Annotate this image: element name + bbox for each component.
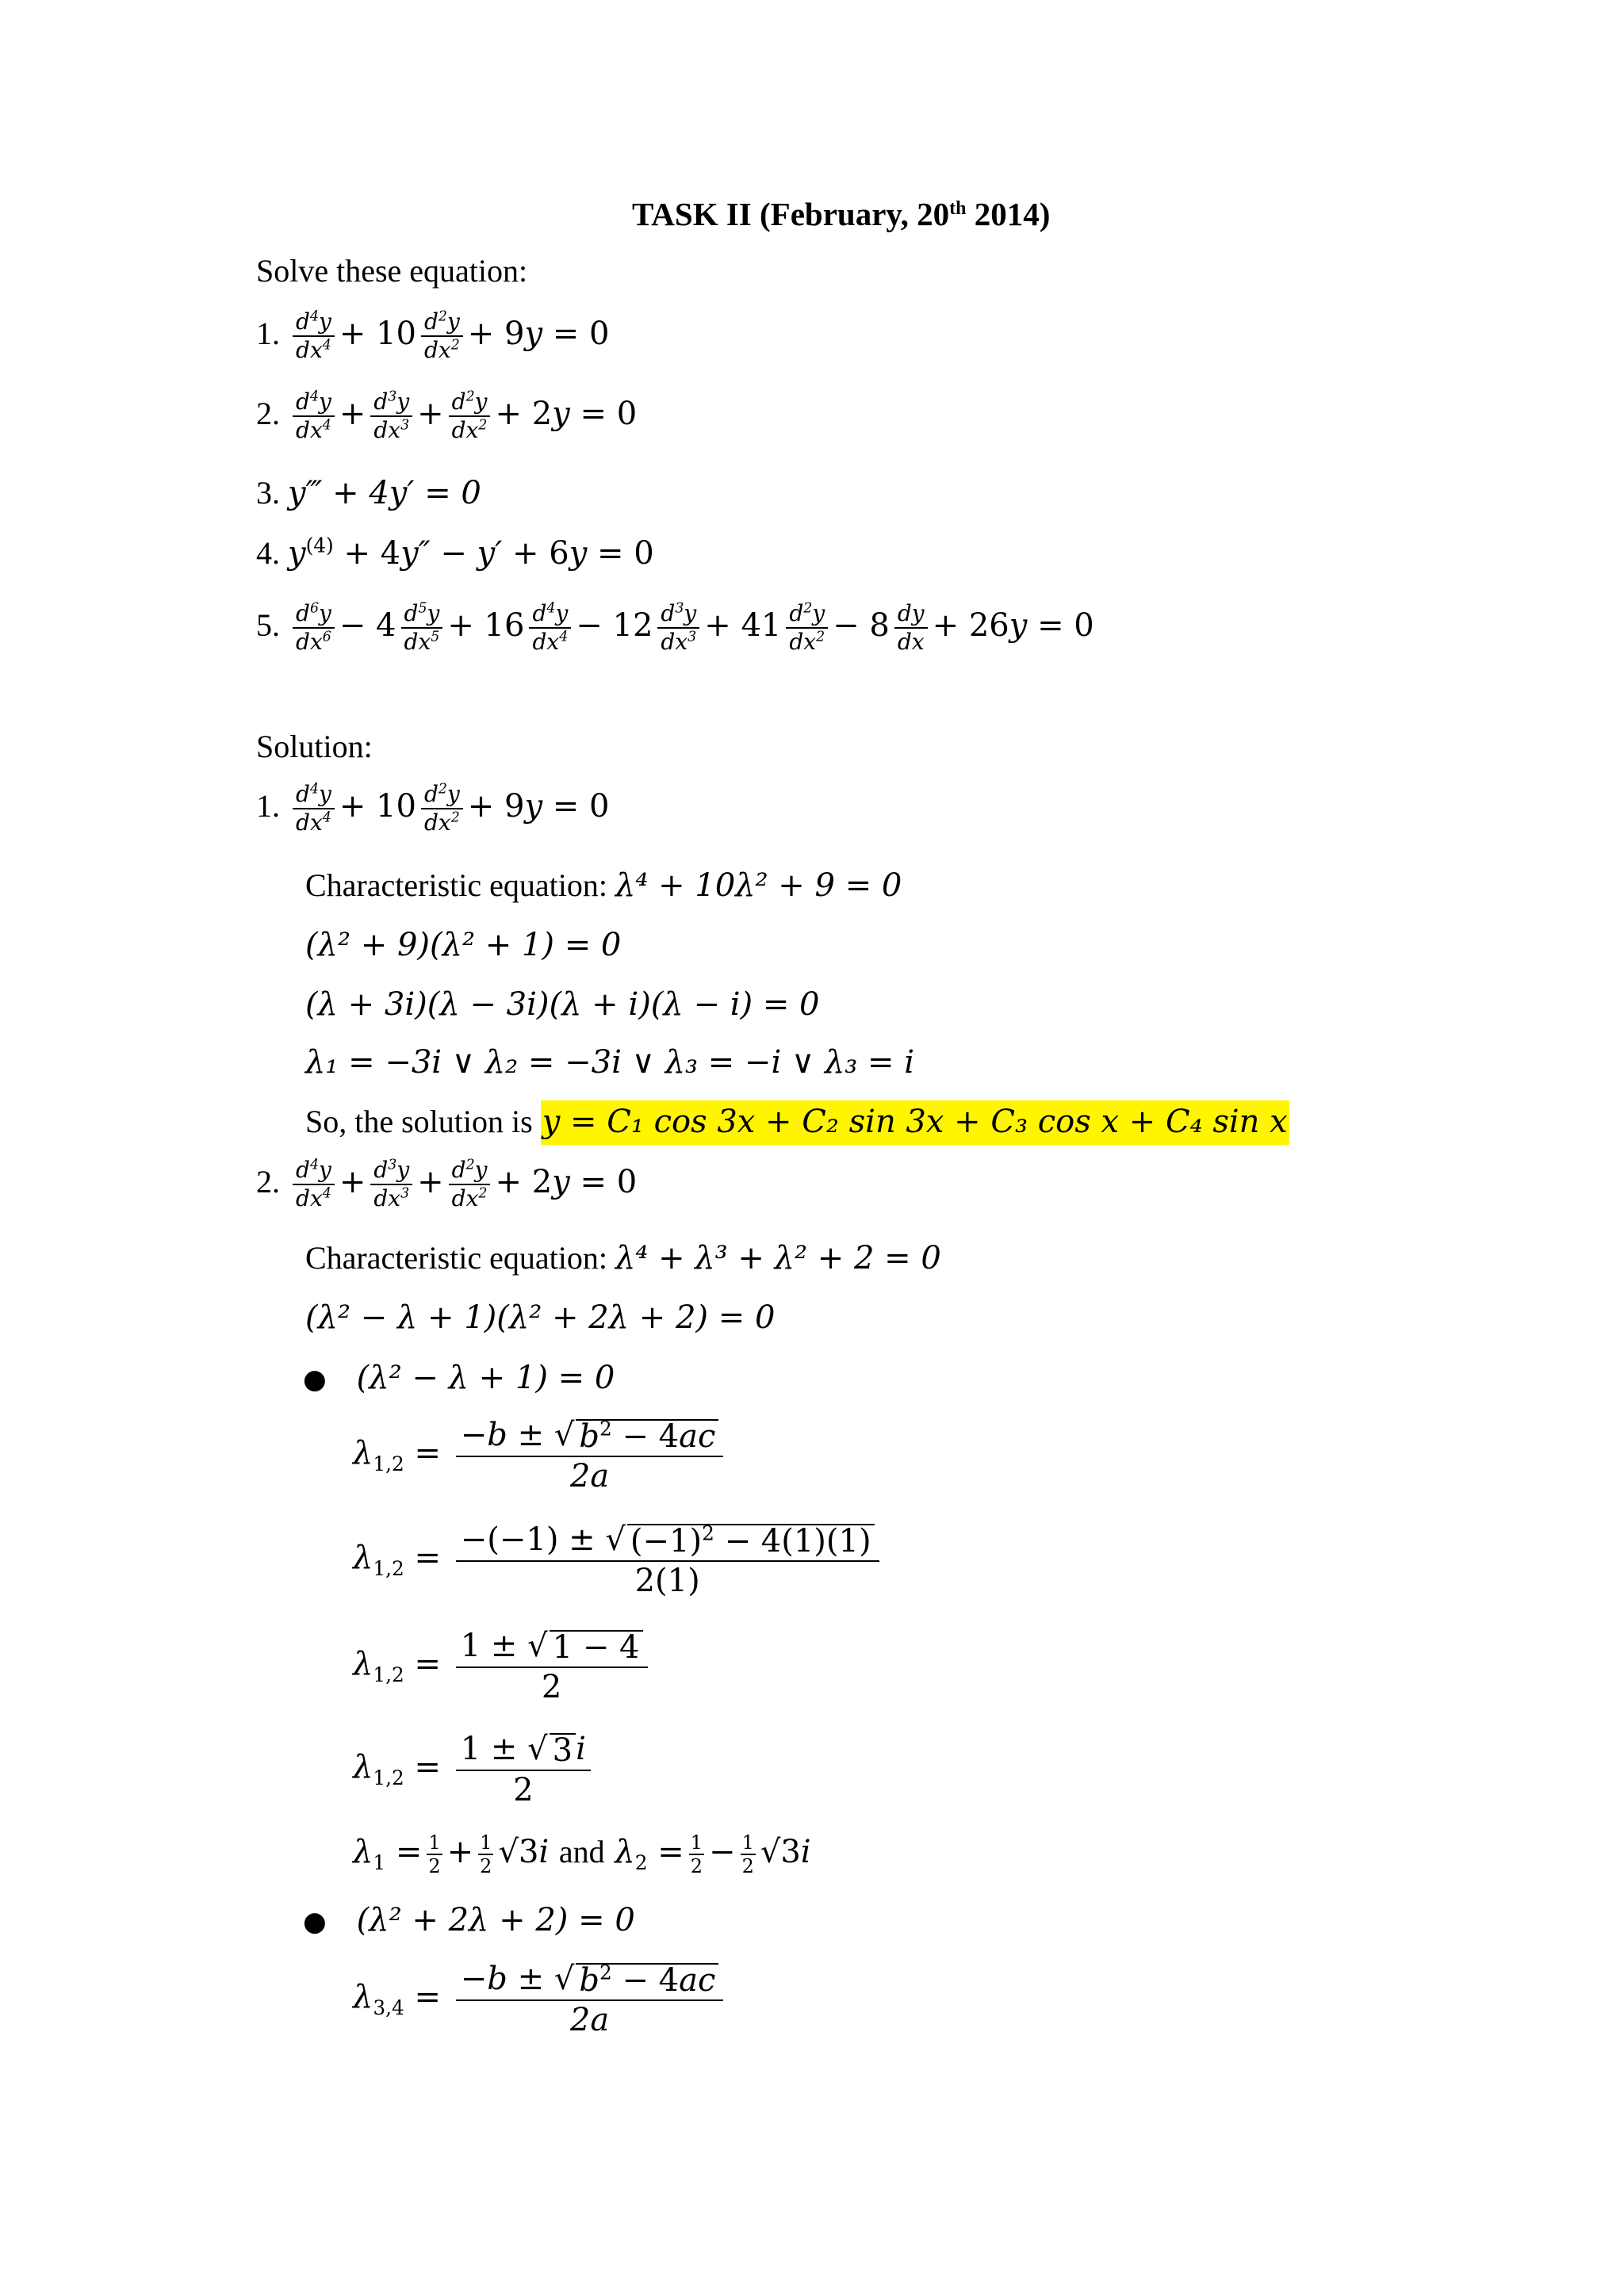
solution-2-equation: 2. $\frac{d^4y}{dx^4}$ + $\frac{d^3y}{dx^3}$ + $\frac{d^2y}{dx^2}$ + 2y = 0 (256, 1157, 638, 1211)
problem-number: 5. (256, 607, 280, 643)
solution-number: 2. (256, 1164, 280, 1200)
solution-2-characteristic: Characteristic equation: λ⁴ + λ³ + λ² + 2 = 0 (305, 1240, 941, 1276)
solution-1-roots: λ₁ = −3i ∨ λ₂ = −3i ∨ λ₃ = −i ∨ λ₃ = i (305, 1044, 915, 1081)
solution-1-highlighted-answer: y = C₁ cos 3x + C₂ sin 3x + C₃ cos x + C₄ sin x (541, 1100, 1289, 1145)
problem-1: 1. $\frac{d^4y}{dx^4}$ + 10 $\frac{d^2y}{dx^2}$ + 9y = 0 (256, 308, 610, 363)
quadratic-formula-4: $\lambda_{1,2}$ = 1 ± √ 3 i 2 (353, 1733, 596, 1806)
complex-roots-line: $\lambda_1$ = $\frac{1}{2}$ + $\frac{1}{2}$ √3i and $\lambda_2$ = $\frac{1}{2}$ − $\frac{1}{2}$ √3i (353, 1831, 811, 1877)
solution-2-factor: (λ² − λ + 1)(λ² + 2λ + 2) = 0 (305, 1299, 776, 1336)
page-title: TASK II (February, 20th 2014) (632, 196, 1051, 232)
solution-heading: Solution: (256, 729, 373, 764)
solution-1-factor-2: (λ + 3i)(λ − 3i)(λ + i)(λ − i) = 0 (305, 986, 820, 1023)
quadratic-formula-3: $\lambda_{1,2}$ = 1 ± √ 1 − 4 2 (353, 1630, 653, 1703)
problem-number: 1. (256, 316, 280, 351)
bullet-dot: ● (303, 1906, 327, 1938)
bullet-2: ● (λ² + 2λ + 2) = 0 (303, 1902, 635, 1938)
problem-number: 3. (256, 475, 280, 511)
solution-1-factor-1: (λ² + 9)(λ² + 1) = 0 (305, 927, 622, 963)
solution-number: 1. (256, 788, 280, 824)
solution-1-equation: 1. $\frac{d^4y}{dx^4}$ + 10 $\frac{d^2y}{dx^2}$ + 9y = 0 (256, 781, 610, 836)
instruction-text: Solve these equation: (256, 253, 528, 289)
quadratic-formula-1: $\lambda_{1,2}$ = −b ± √ $b^2 - 4ac$ 2a (353, 1419, 728, 1492)
problem-3-equation: y‴ + 4y′ = 0 (288, 475, 481, 511)
solution-1-answer-line: So, the solution is y = C₁ cos 3x + C₂ sin 3x + C₃ cos x + C₄ sin x (305, 1106, 1289, 1138)
problem-3 (256, 477, 481, 509)
bullet-dot: ● (303, 1364, 327, 1395)
problem-4: 4. $y^{(4)} + 4y'' - y' + 6y = 0$ (256, 534, 654, 572)
problem-2: 2. $\frac{d^4y}{dx^4}$ + $\frac{d^3y}{dx^3}$ + $\frac{d^2y}{dx^2}$ + 2y = 0 (256, 388, 638, 443)
quadratic-formula-2: $\lambda_{1,2}$ = −(−1) ± √ $(-1)^2 - 4(1)(1)$ 2(1) (353, 1524, 884, 1597)
bullet-1: ● (λ² − λ + 1) = 0 (303, 1360, 615, 1396)
problem-number: 2. (256, 396, 280, 431)
quadratic-formula-5: $\lambda_{3,4}$ = −b ± √ $b^2 - 4ac$ 2a (353, 1963, 728, 2036)
problem-number: 4. (256, 535, 280, 571)
solution-1-characteristic: Characteristic equation: λ⁴ + 10λ² + 9 = 0 (305, 867, 902, 904)
problem-5: 5. $\frac{d^6y}{dx^6}$ − 4 $\frac{d^5y}{dx^5}$ + 16 $\frac{d^4y}{dx^4}$ − 12 $\frac{d^3y}{dx^3}$ + 41 $\frac{d^2y}{dx^2}$ − 8 $\frac{dy}{dx}$ + 26y = 0 (256, 600, 1094, 655)
